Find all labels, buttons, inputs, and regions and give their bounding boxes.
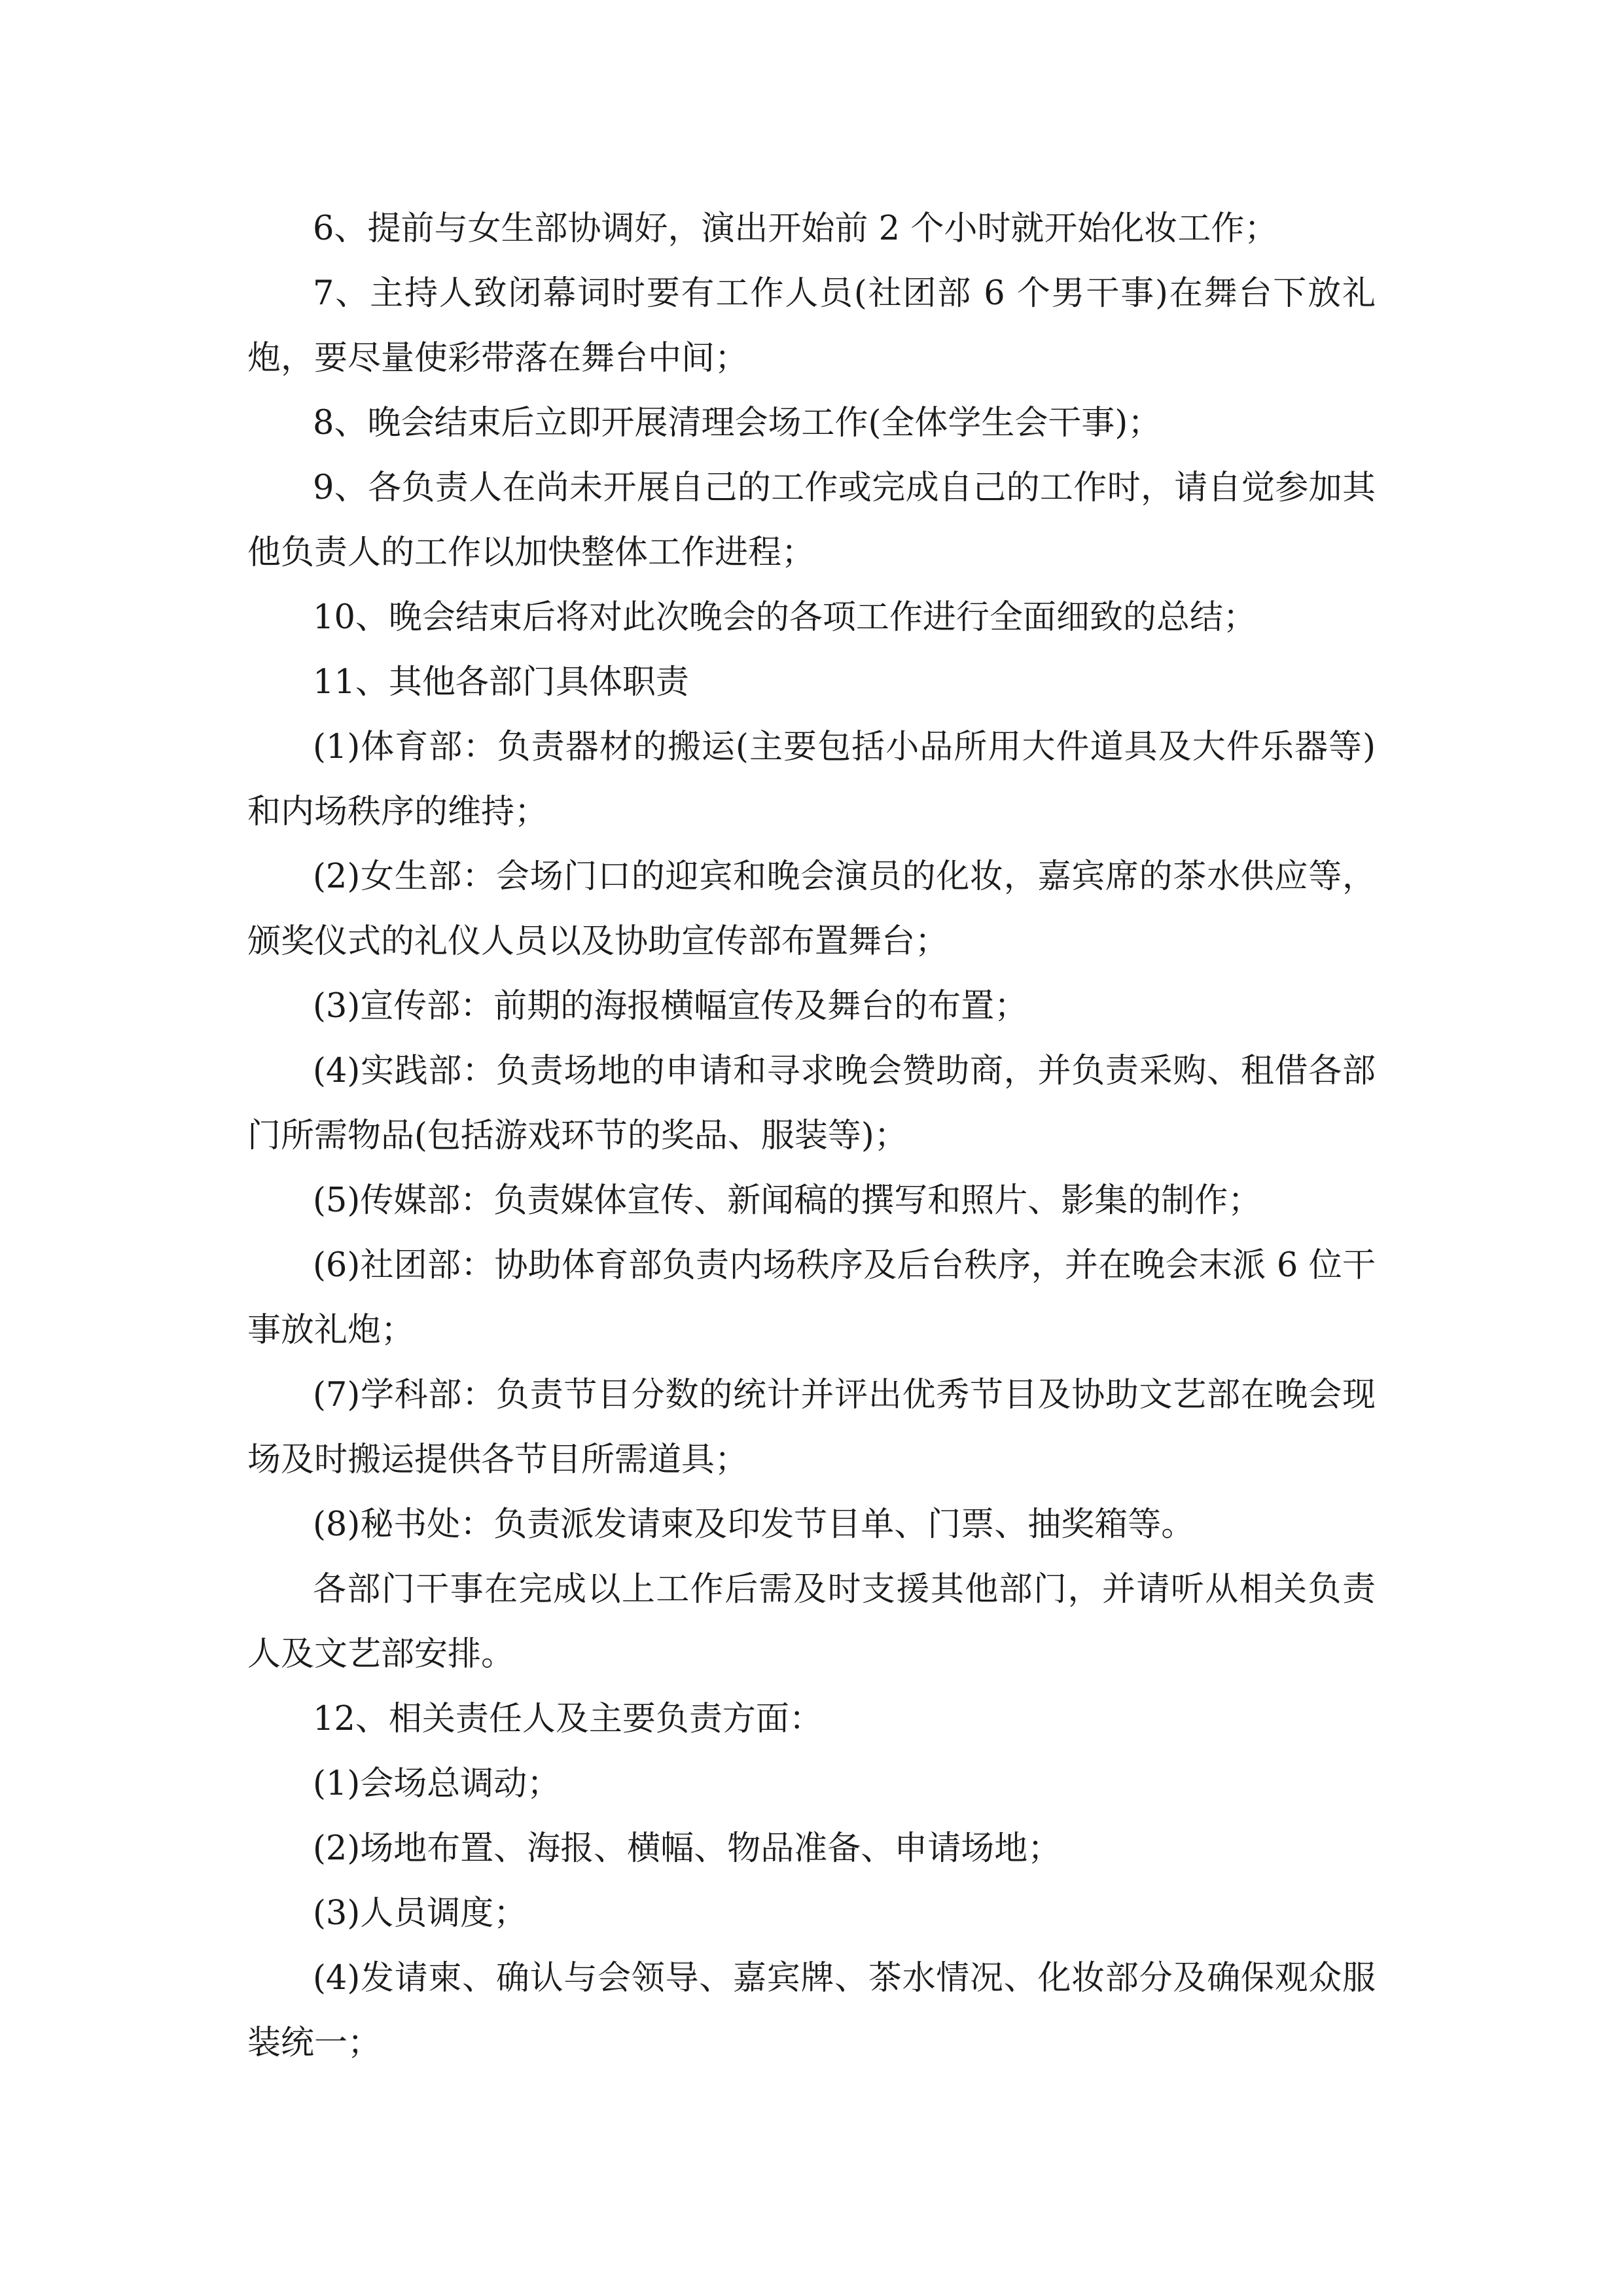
paragraph-item-6: 6、提前与女生部协调好，演出开始前 2 个小时就开始化妆工作；: [313, 209, 1278, 248]
responsibility-item-4: (4)发请柬、确认与会领导、嘉宾牌、茶水情况、化妆部分及确保观众服装统一；: [247, 1959, 1376, 2062]
paragraph-item-8: 8、晚会结束后立即开展清理会场工作(全体学生会干事)；: [313, 404, 1162, 442]
paragraph-item-12-heading: 12、相关责任人及主要负责方面：: [313, 1700, 823, 1738]
duty-practice-dept: (4)实践部：负责场地的申请和寻求晚会赞助商，并负责采购、租借各部门所需物品(包括游戏环节的奖品、服装等)；: [247, 1052, 1376, 1155]
responsibility-item-3: (3)人员调度；: [313, 1894, 527, 1933]
document-body: [247, 196, 1376, 2075]
responsibility-item-1: (1)会场总调动；: [313, 1765, 561, 1803]
paragraph-item-11-heading: 11、其他各部门具体职责: [313, 663, 689, 702]
duty-media-dept: (5)传媒部：负责媒体宣传、新闻稿的撰写和照片、影集的制作；: [313, 1181, 1262, 1220]
paragraph-item-7: 7、主持人致闭幕词时要有工作人员(社团部 6 个男干事)在舞台下放礼炮，要尽量使彩带落在舞台中间；: [247, 274, 1376, 378]
duty-club-dept: (6)社团部：协助体育部负责内场秩序及后台秩序，并在晚会末派 6 位干事放礼炮；: [247, 1246, 1376, 1350]
duty-female-dept: (2)女生部：会场门口的迎宾和晚会演员的化妆，嘉宾席的茶水供应等，颁奖仪式的礼仪人员以及协助宣传部布置舞台；: [247, 857, 1376, 961]
responsibility-item-2: (2)场地布置、海报、横幅、物品准备、申请场地；: [313, 1829, 1061, 1868]
duty-publicity-dept: (3)宣传部：前期的海报横幅宣传及舞台的布置；: [313, 987, 1028, 1026]
duty-secretariat: (8)秘书处：负责派发请柬及印发节目单、门票、抽奖箱等。: [313, 1505, 1195, 1544]
duty-academic-dept: (7)学科部：负责节目分数的统计并评出优秀节目及协助文艺部在晚会现场及时搬运提供各节目所需道具；: [247, 1376, 1376, 1479]
duty-sports-dept: (1)体育部：负责器材的搬运(主要包括小品所用大件道具及大件乐器等)和内场秩序的维持；: [247, 728, 1376, 831]
all-departments-note: 各部门干事在完成以上工作后需及时支援其他部门，并请听从相关负责人及文艺部安排。: [247, 1570, 1376, 1674]
paragraph-item-9: 9、各负责人在尚未开展自己的工作或完成自己的工作时，请自觉参加其他负责人的工作以加快整体工作进程；: [247, 469, 1376, 572]
paragraph-item-10: 10、晚会结束后将对此次晚会的各项工作进行全面细致的总结；: [313, 598, 1257, 637]
